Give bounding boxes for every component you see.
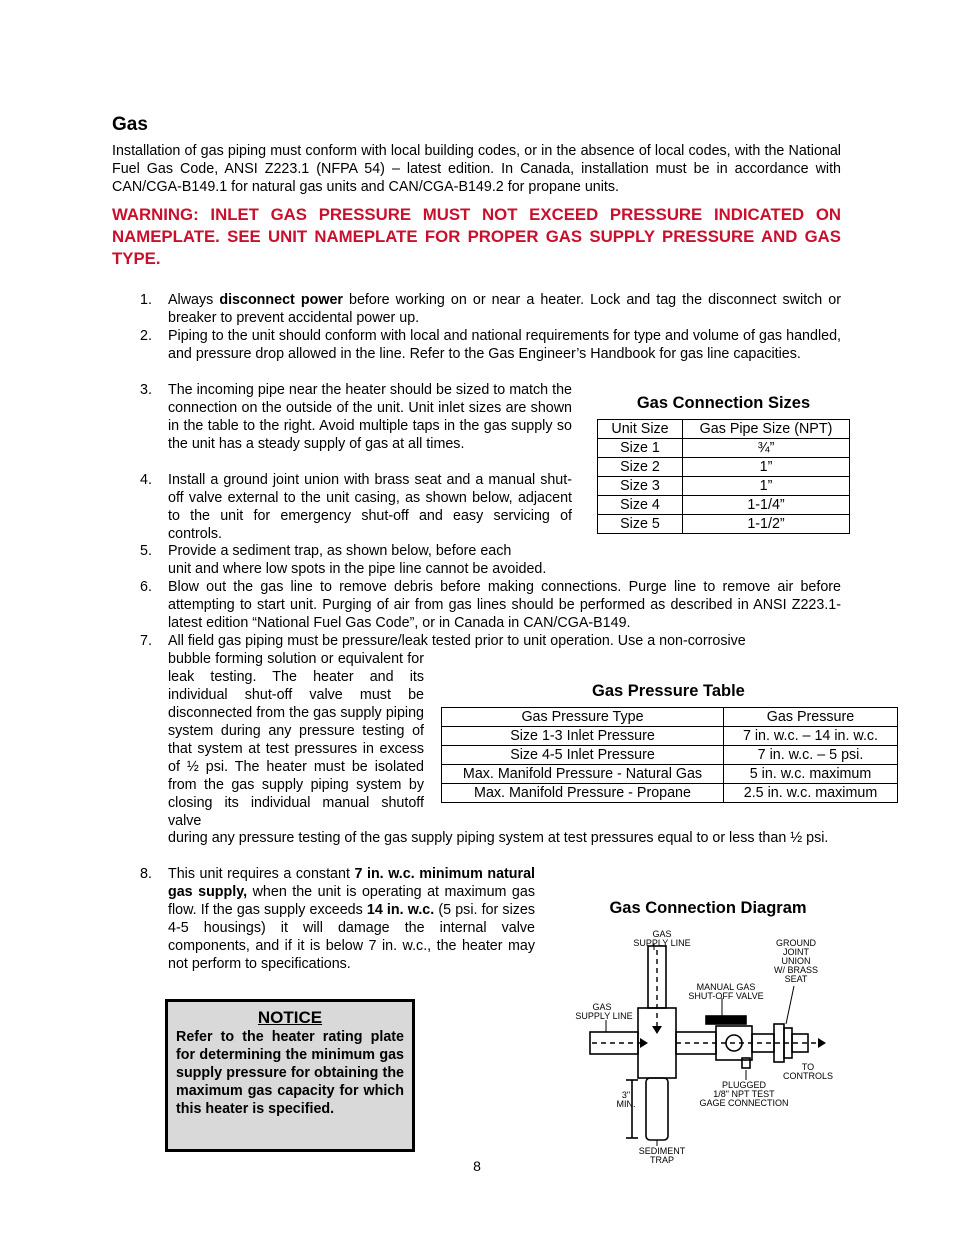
warning-text: WARNING: INLET GAS PRESSURE MUST NOT EXCEED PRESSURE INDICATED ON NAMEPLATE. SEE UNIT NAMEPLATE FOR PROPER GAS SUPPLY PRESSURE AND GAS TYPE. xyxy=(112,205,841,268)
step-2-text: Piping to the unit should conform with local and national requirements for type and volume of gas handled, and pressure drop allowed in the line. Refer to the Gas Engineer’s Handbook for gas line capacities. xyxy=(168,328,841,362)
step-5-text-b: unit and where low spots in the pipe line cannot be avoided. xyxy=(168,561,547,577)
table-cell: Size 4 xyxy=(598,496,683,515)
step-6-number: 6. xyxy=(140,579,152,595)
sediment-trap-pipe xyxy=(646,1078,668,1140)
table-cell: 1-1/2” xyxy=(683,515,850,534)
label-trap-1: SEDIMENT xyxy=(638,1146,686,1156)
arrowhead-controls xyxy=(818,1038,826,1048)
table-row xyxy=(442,765,898,784)
step-1-post: before working on or near a heater. Lock and tag the disconnect switch or breaker to prevent accidental power up. xyxy=(168,292,841,326)
step-6-text: Blow out the gas line to remove debris before making connections. Purge line to remove air before attempting to start unit. Purging of air from gas lines should be performed as described in ANSI Z223.1-latest edition “National Fuel Gas Code”, or in Canada in CAN/CGA-B149. xyxy=(168,579,841,631)
label-min-1: 3" xyxy=(621,1090,631,1100)
label-trap-2: TRAP xyxy=(649,1155,675,1165)
table-cell: 7 in. w.c. – 14 in. w.c. xyxy=(724,727,898,746)
step-1-text xyxy=(168,291,841,327)
connection-table xyxy=(597,419,850,534)
label-supply-top-1: GAS xyxy=(652,929,672,939)
notice-title: NOTICE xyxy=(257,1008,323,1027)
label-plugged-1: PLUGGED xyxy=(721,1080,767,1090)
valve-handle xyxy=(706,1016,746,1024)
table-cell: Max. Manifold Pressure - Natural Gas xyxy=(442,765,724,784)
table-header-cell: Gas Pressure xyxy=(724,708,898,727)
table-header-row xyxy=(442,708,898,727)
table-header-cell: Gas Pressure Type xyxy=(442,708,724,727)
table-row xyxy=(442,727,898,746)
label-valve-2: SHUT-OFF VALVE xyxy=(688,991,764,1001)
step-8-bold-1: 7 in. w.c. minimum natural gas supply, xyxy=(168,866,535,900)
gas-connection-diagram xyxy=(575,928,844,1172)
pressure-table-title: Gas Pressure Table xyxy=(592,682,745,700)
label-supply-top-2: SUPPLY LINE xyxy=(633,938,691,948)
label-plugged-3: GAGE CONNECTION xyxy=(699,1098,789,1108)
step-4-number: 4. xyxy=(140,472,152,488)
step-7-text-b: bubble forming solution or equivalent for leak testing. The heater and its individual shut-off valve must be disconnected from the gas supply piping system during any pressure testing of that system at test pressures in excess of ½ psi. The heater must be isolated from the gas supply piping system by closing its individual manual shutoff valve xyxy=(168,651,424,829)
step-8-pre: This unit requires a constant xyxy=(168,866,355,882)
table-cell: 2.5 in. w.c. maximum xyxy=(724,784,898,803)
table-header-cell: Unit Size xyxy=(598,420,683,439)
table-row xyxy=(598,439,850,458)
label-union-3: UNION xyxy=(781,956,811,966)
step-5-text-a: Provide a sediment trap, as shown below, before each xyxy=(168,543,512,559)
label-plugged-2: 1/8" NPT TEST xyxy=(713,1089,775,1099)
step-1-pre: Always xyxy=(168,292,220,308)
label-union-5: SEAT xyxy=(784,974,808,984)
table-cell: Size 4-5 Inlet Pressure xyxy=(442,746,724,765)
table-cell: 1-1/4” xyxy=(683,496,850,515)
table-header-cell: Gas Pipe Size (NPT) xyxy=(683,420,850,439)
notice-box xyxy=(165,999,415,1152)
step-7-text-a: All field gas piping must be pressure/leak tested prior to unit operation. Use a non-corrosive xyxy=(168,633,746,649)
label-controls-1: TO xyxy=(801,1062,815,1072)
arrowhead-down xyxy=(652,1026,662,1034)
label-union-1: GROUND xyxy=(776,938,816,948)
step-2-number: 2. xyxy=(140,328,152,344)
label-min-2: MIN. xyxy=(616,1099,636,1109)
step-8-text xyxy=(168,865,535,973)
table-cell: Size 1-3 Inlet Pressure xyxy=(442,727,724,746)
table-cell: Size 2 xyxy=(598,458,683,477)
table-row xyxy=(598,458,850,477)
step-8-number: 8. xyxy=(140,866,152,882)
table-cell: 7 in. w.c. – 5 psi. xyxy=(724,746,898,765)
label-valve-1: MANUAL GAS xyxy=(696,982,756,992)
table-cell: Size 3 xyxy=(598,477,683,496)
table-cell: ¾” xyxy=(683,439,850,458)
intro-paragraph: Installation of gas piping must conform with local building codes, or in the absence of local codes, with the National Fuel Gas Code, ANSI Z223.1 (NFPA 54) – latest edition. In Canada, installation must be in accordance with CAN/CGA-B149.1 for natural gas units and CAN/CGA-B149.2 for propane units. xyxy=(112,143,841,195)
connection-table-title: Gas Connection Sizes xyxy=(636,394,811,412)
table-row xyxy=(442,784,898,803)
section-heading: Gas xyxy=(112,114,148,135)
step-1-number: 1. xyxy=(140,292,152,308)
step-1-bold: disconnect power xyxy=(219,292,343,308)
diagram-title: Gas Connection Diagram xyxy=(609,899,807,917)
label-union-2: JOINT xyxy=(783,947,809,957)
label-union-4: W/ BRASS xyxy=(773,965,819,975)
step-5-number: 5. xyxy=(140,543,152,559)
table-cell: 1” xyxy=(683,477,850,496)
step-3-number: 3. xyxy=(140,382,152,398)
step-7-text-c: during any pressure testing of the gas supply piping system at test pressures equal to or less than ½ psi. xyxy=(168,830,829,846)
table-cell: Max. Manifold Pressure - Propane xyxy=(442,784,724,803)
table-row xyxy=(598,515,850,534)
label-supply-left-1: GAS xyxy=(592,1002,612,1012)
notice-inner xyxy=(176,1008,404,1143)
page-number: 8 xyxy=(473,1158,481,1174)
table-cell: 1” xyxy=(683,458,850,477)
arrowhead-right xyxy=(640,1038,648,1048)
step-3-text: The incoming pipe near the heater should be sized to match the connection on the outside of the unit. Unit inlet sizes are shown in the table to the right. Avoid multiple taps in the gas supply so the unit has a steady supply of gas at all times. xyxy=(168,382,572,452)
table-row xyxy=(442,746,898,765)
label-controls-2: CONTROLS xyxy=(782,1071,834,1081)
step-4-text: Install a ground joint union with brass seat and a manual shut-off valve external to the unit casing, as shown below, adjacent to the unit for emergency shut-off and easy servicing of controls. xyxy=(168,472,572,542)
table-cell: Size 5 xyxy=(598,515,683,534)
step-7-number: 7. xyxy=(140,633,152,649)
notice-text: Refer to the heater rating plate for determining the minimum gas supply pressure for obtaining the maximum gas capacity for which this heater is specified. xyxy=(176,1029,404,1117)
table-cell: 5 in. w.c. maximum xyxy=(724,765,898,784)
table-row xyxy=(598,477,850,496)
pressure-table xyxy=(441,707,898,803)
step-8-mid: when the unit is operating at maximum gas flow. If the gas supply exceeds xyxy=(168,884,535,918)
table-row xyxy=(598,496,850,515)
label-supply-left-2: SUPPLY LINE xyxy=(575,1011,633,1021)
table-cell: Size 1 xyxy=(598,439,683,458)
leader-union xyxy=(786,986,794,1024)
step-8-bold-2: 14 in. w.c. xyxy=(366,902,435,918)
table-header-row xyxy=(598,420,850,439)
step-8-post: (5 psi. for sizes 4-5 housings) it will damage the internal valve components, and if it is below 7 in. w.c., the heater may not perform to specifications. xyxy=(168,902,536,972)
